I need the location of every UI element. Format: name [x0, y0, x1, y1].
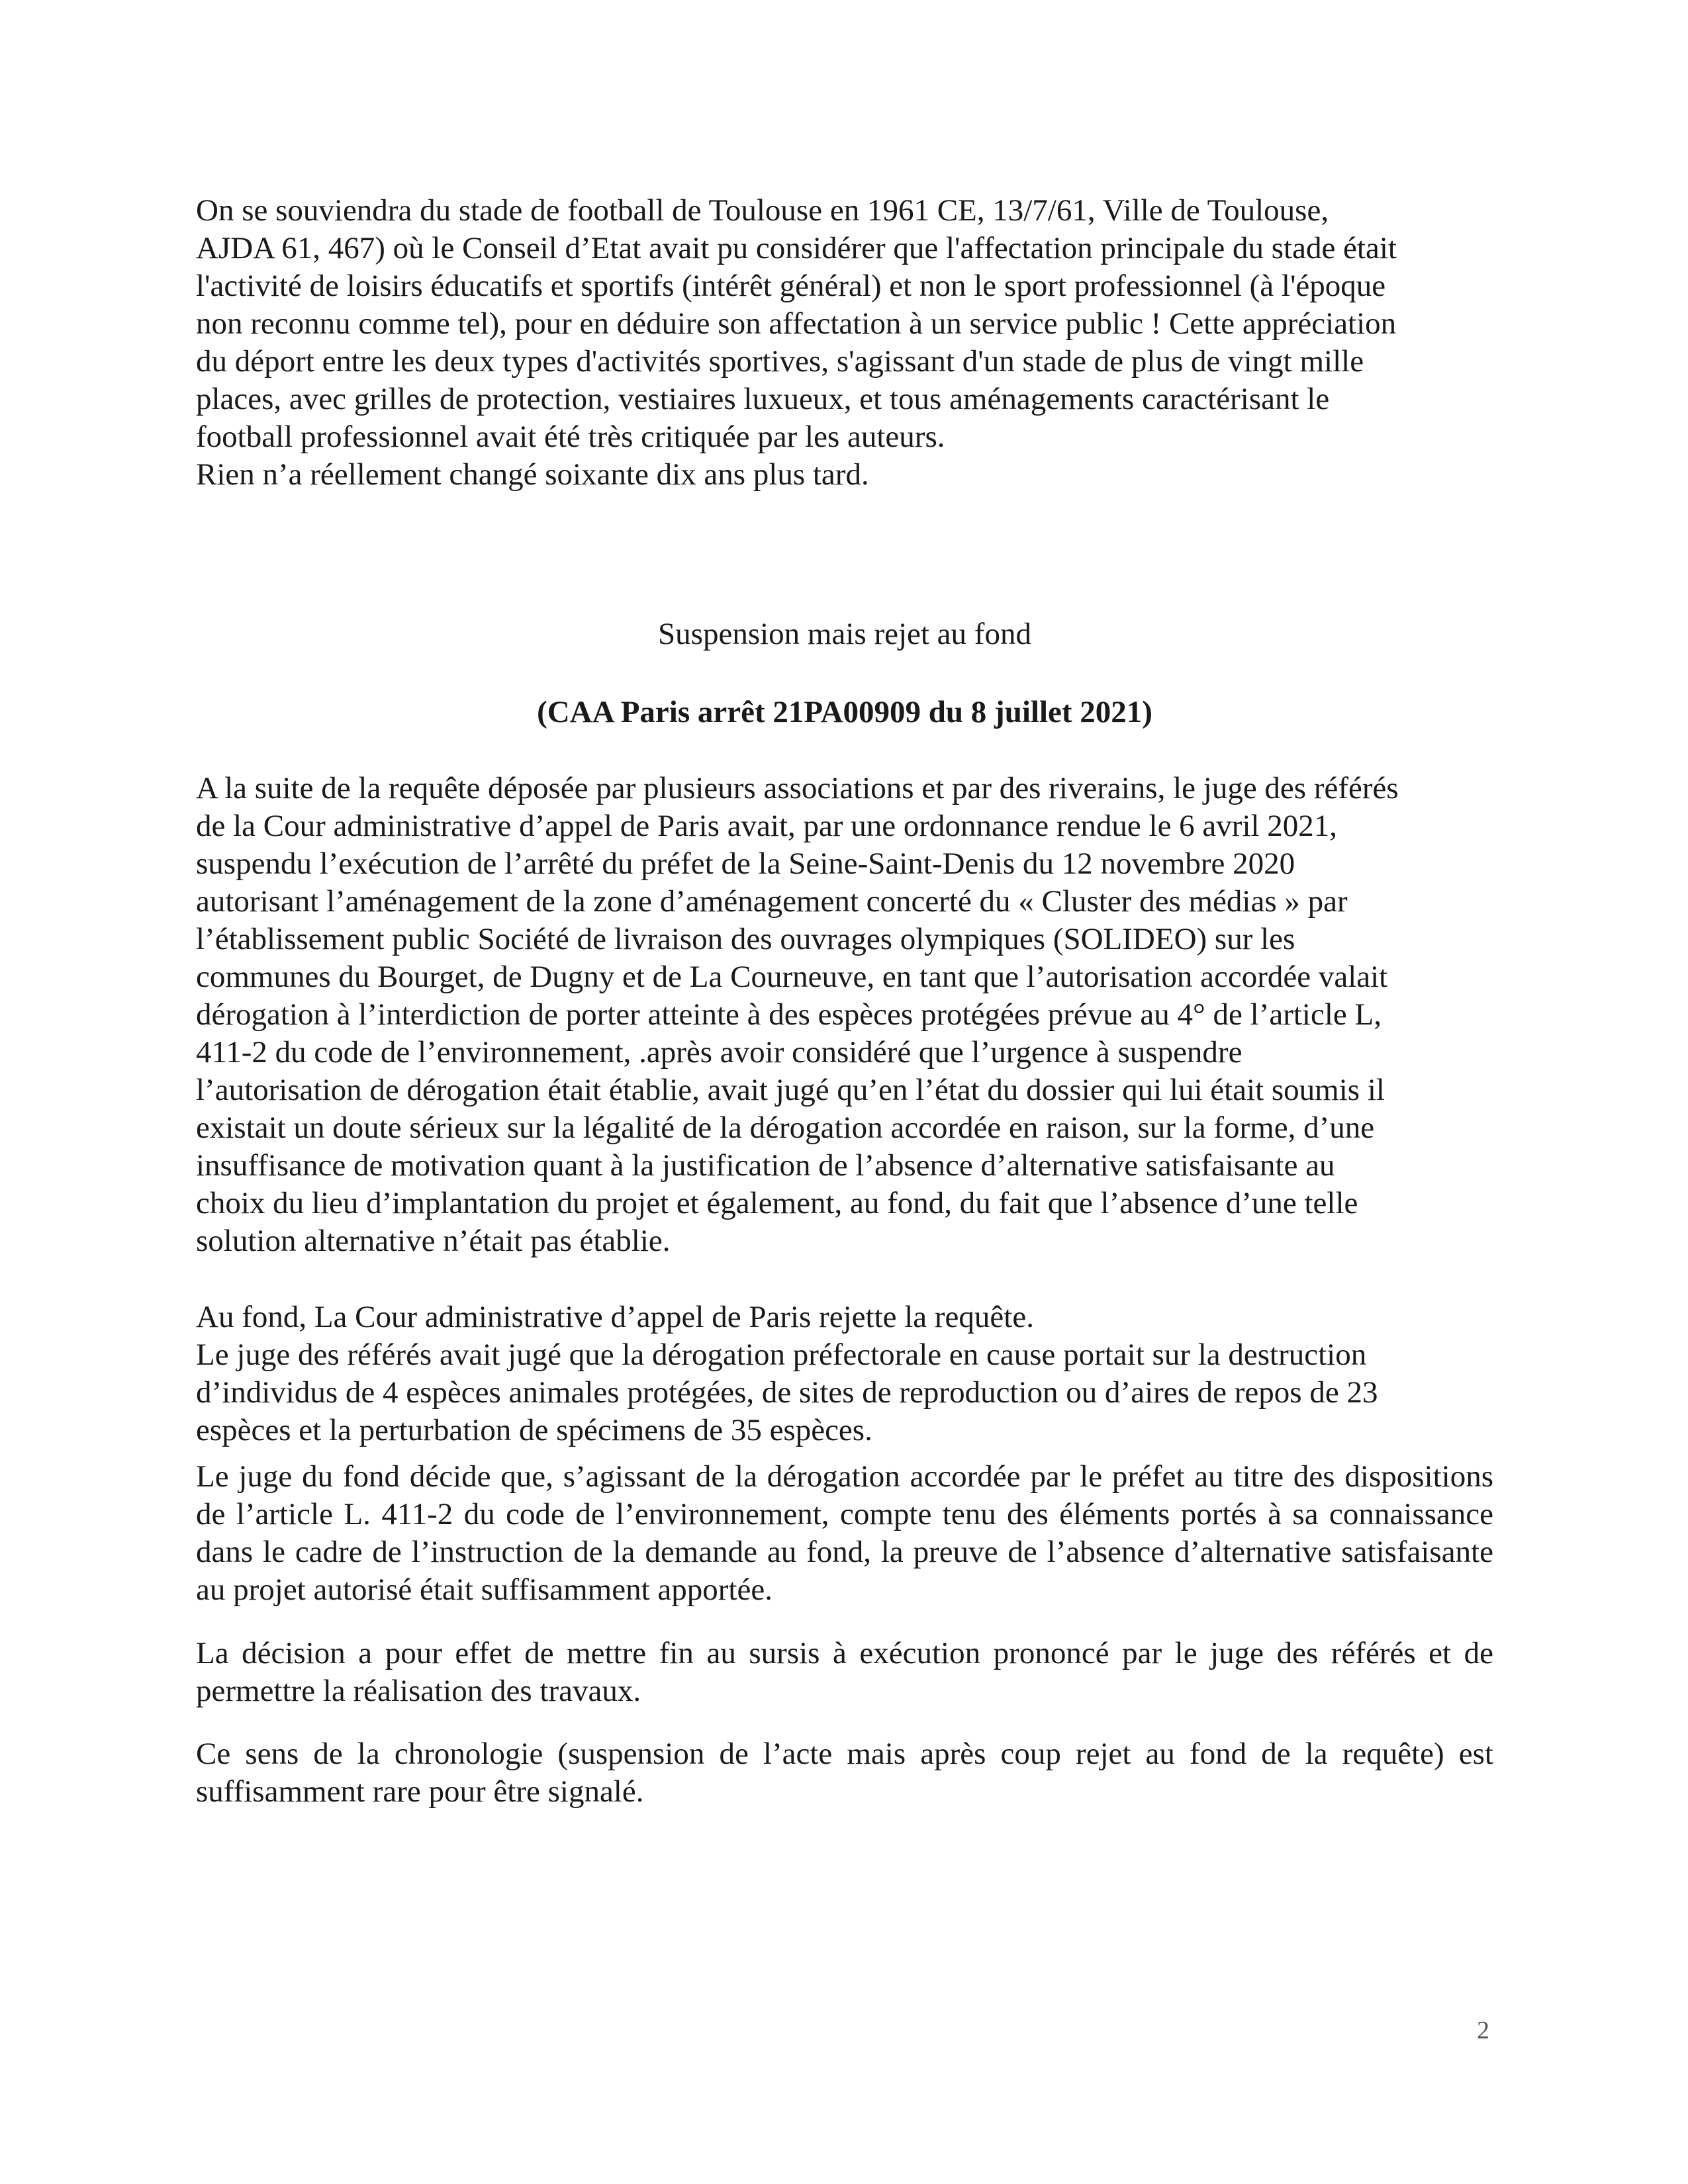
text-line: Au fond, La Cour administrative d’appel de Paris rejette la requête. [196, 1300, 1034, 1334]
text-line: On se souviendra du stade de football de Toulouse en 1961 CE, 13/7/61, Ville de Toulouse, [196, 193, 1329, 228]
text-line: l’autorisation de dérogation était établie, avait jugé qu’en l’état du dossier qui lui était soumis il [196, 1073, 1385, 1107]
text-line: non reconnu comme tel), pour en déduire son affectation à un service public ! Cette appréciation [196, 306, 1397, 341]
text-line: football professionnel avait été très critiquée par les auteurs. [196, 420, 945, 454]
case-reference: (CAA Paris arrêt 21PA00909 du 8 juillet 2021) [537, 695, 1152, 729]
text-line: places, avec grilles de protection, vestiaires luxueux, et tous aménagements caractérisant le [196, 382, 1330, 416]
text-line: A la suite de la requête déposée par plusieurs associations et par des riverains, le juge des référés [196, 771, 1399, 805]
text-line: Rien n’a réellement changé soixante dix ans plus tard. [196, 457, 869, 492]
text-line: autorisant l’aménagement de la zone d’aménagement concerté du « Cluster des médias » par [196, 884, 1348, 919]
text-line: insuffisance de motivation quant à la justification de l’absence d’alternative satisfaisante au [196, 1148, 1335, 1183]
text-line: 411-2 du code de l’environnement, .après avoir considéré que l’urgence à suspendre [196, 1035, 1243, 1069]
text-line: l'activité de loisirs éducatifs et sportifs (intérêt général) et non le sport professionnel (à l'époque [196, 269, 1386, 303]
text-line: du déport entre les deux types d'activités sportives, s'agissant d'un stade de plus de vingt mille [196, 344, 1364, 379]
text-line: communes du Bourget, de Dugny et de La Courneuve, en tant que l’autorisation accordée valait [196, 960, 1388, 994]
text-line: solution alternative n’était pas établie. [196, 1224, 671, 1258]
decision-paragraph: Le juge du fond décide que, s’agissant de la dérogation accordée par le préfet au titre des dispositions de l’article L. 411-2 du code de l’environnement, compte tenu des éléments portés à sa connaissance dans le cadre de l’instruction de la demande au fond, la preuve de l’absence d’alternative satisfaisante au projet autorisé était suffisamment apportée. [196, 1459, 1493, 1607]
text-line: dérogation à l’interdiction de porter atteinte à des espèces protégées prévue au 4° de l’article L, [196, 997, 1382, 1032]
text-line: de la Cour administrative d’appel de Paris avait, par une ordonnance rendue le 6 avril 2021, [196, 809, 1338, 843]
text-line: Le juge des référés avait jugé que la dérogation préfectorale en cause portait sur la destruction [196, 1338, 1367, 1372]
effect-paragraph: La décision a pour effet de mettre fin au sursis à exécution prononcé par le juge des référés et de permettre la réalisation des travaux. [196, 1636, 1493, 1708]
facts-paragraph [196, 770, 1493, 1260]
section-title: Suspension mais rejet au fond [658, 617, 1031, 651]
text-line: suspendu l’exécution de l’arrêté du préfet de la Seine-Saint-Denis du 12 novembre 2020 [196, 846, 1295, 881]
text-line: l’établissement public Société de livraison des ouvrages olympiques (SOLIDEO) sur les [196, 922, 1295, 956]
text-line: choix du lieu d’implantation du projet et également, au fond, du fait que l’absence d’une telle [196, 1186, 1358, 1220]
intro-paragraph [196, 192, 1493, 494]
ruling-paragraph [196, 1298, 1493, 1449]
text-line: existait un doute sérieux sur la légalité de la dérogation accordée en raison, sur la forme, d’une [196, 1111, 1375, 1145]
chronology-paragraph: Ce sens de la chronologie (suspension de l’acte mais après coup rejet au fond de la requête) est suffisamment rare pour être signalé. [196, 1737, 1493, 1809]
text-line: espèces et la perturbation de spécimens de 35 espèces. [196, 1413, 872, 1447]
text-line: d’individus de 4 espèces animales protégées, de sites de reproduction ou d’aires de repos de 23 [196, 1375, 1378, 1410]
text-line: AJDA 61, 467) où le Conseil d’Etat avait pu considérer que l'affectation principale du stade était [196, 231, 1397, 265]
page-number: 2 [1477, 2017, 1489, 2044]
